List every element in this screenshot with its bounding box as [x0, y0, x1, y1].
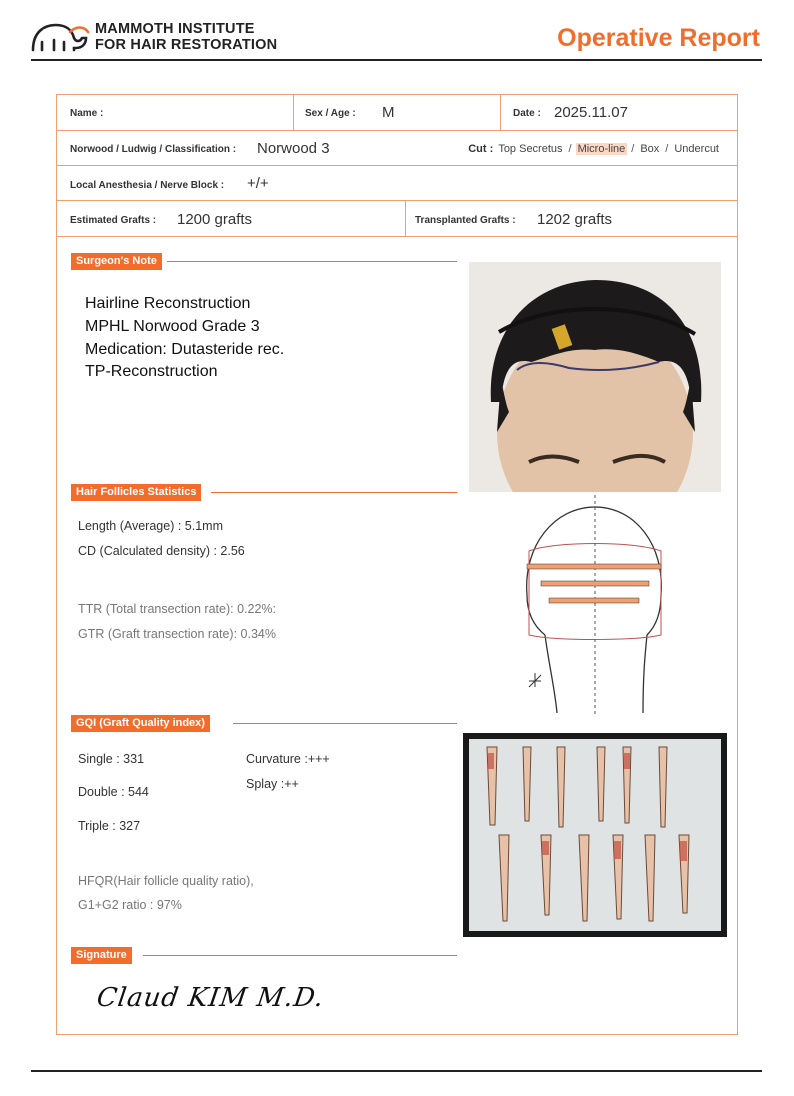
- row-classification-cut: [57, 131, 737, 166]
- splay: Splay :++: [246, 777, 299, 791]
- hfqr-label: HFQR(Hair follicle quality ratio),: [78, 874, 254, 888]
- anesthesia-label: Local Anesthesia / Nerve Block :: [70, 180, 225, 191]
- transplanted-grafts-value: 1202 grafts: [537, 211, 613, 228]
- curvature: Curvature :+++: [246, 752, 330, 766]
- row-grafts: [57, 201, 737, 237]
- name-label: Name :: [70, 108, 104, 119]
- anesthesia-value: +/+: [247, 175, 269, 192]
- row-anesthesia: [57, 166, 737, 201]
- report-frame: Name : Sex / Age : M Date : 2025.11.07 Norwood / Ludwig / Classification : Norwood 3 Cut : Top Secretus / Micro-line / Box / Undercut Local Anesthesia / Nerve Block : +/+ Estimated Grafts : 1200 grafts Transplanted Grafts : 1202 grafts Surgeon's Note Hairline Reconstruction MPHL Norwood Grade 3 Medication: Dutasteride rec. TP-Reconstruction Hair Follicles Statistics Length (Average) : 5.1mm CD (Calculated density) : 2.56 TTR (Total transection rate): 0.22%: GTR (Graft transection rate): 0.34% GQI (Graft Quality index) Single : 331 Double : 544 Triple : 327 Curvature :+++ Splay :++ HFQR(Hair follicle quality ratio), G1+G2 ratio : 97% Signature Claud KIM M.D.: [56, 94, 738, 1035]
- total-transection-rate: TTR (Total transection rate): 0.22%:: [78, 602, 276, 616]
- g1-g2-ratio: G1+G2 ratio : 97%: [78, 898, 182, 912]
- date-value: 2025.11.07: [554, 104, 628, 121]
- cut-label: Cut :: [468, 143, 494, 155]
- note-line: Medication: Dutasteride rec.: [85, 341, 285, 358]
- note-line: MPHL Norwood Grade 3: [85, 318, 260, 335]
- donor-area-diagram: [515, 495, 665, 715]
- note-line: Hairline Reconstruction: [85, 295, 251, 312]
- sex-age-label: Sex / Age :: [305, 108, 356, 119]
- estimated-grafts-value: 1200 grafts: [177, 211, 253, 228]
- single-grafts: Single : 331: [78, 752, 145, 766]
- sex-age-value: M: [382, 104, 395, 121]
- row-name-sex-date: [57, 95, 737, 131]
- elephant-logo-icon: [30, 20, 92, 54]
- patient-hairline-photo: [469, 262, 721, 492]
- calculated-density: CD (Calculated density) : 2.56: [78, 544, 245, 558]
- triple-grafts: Triple : 327: [78, 819, 141, 833]
- footer-divider: [31, 1070, 762, 1072]
- header-divider: [31, 59, 762, 61]
- cut-option-undercut: Undercut: [674, 143, 719, 155]
- report-title: Operative Report: [557, 24, 760, 52]
- double-grafts: Double : 544: [78, 785, 149, 799]
- note-line: TP-Reconstruction: [85, 363, 218, 380]
- graft-transection-rate: GTR (Graft transection rate): 0.34%: [78, 627, 276, 641]
- cut-option-box: Box: [640, 143, 660, 155]
- classification-value: Norwood 3: [257, 140, 330, 157]
- transplanted-grafts-label: Transplanted Grafts :: [415, 215, 516, 226]
- classification-label: Norwood / Ludwig / Classification :: [70, 144, 237, 155]
- cut-option-micro-line: Micro-line: [577, 143, 626, 155]
- length-average: Length (Average) : 5.1mm: [78, 519, 223, 533]
- organization-name: MAMMOTH INSTITUTE FOR HAIR RESTORATION: [95, 21, 278, 53]
- signature-text: Claud KIM M.D.: [94, 983, 327, 1013]
- estimated-grafts-label: Estimated Grafts :: [70, 215, 157, 226]
- cut-options: Cut : Top Secretus / Micro-line / Box / Undercut: [468, 143, 719, 155]
- graft-sample-photo: [463, 733, 727, 937]
- cut-option-top-secretus: Top Secretus: [498, 143, 563, 155]
- date-label: Date :: [513, 108, 541, 119]
